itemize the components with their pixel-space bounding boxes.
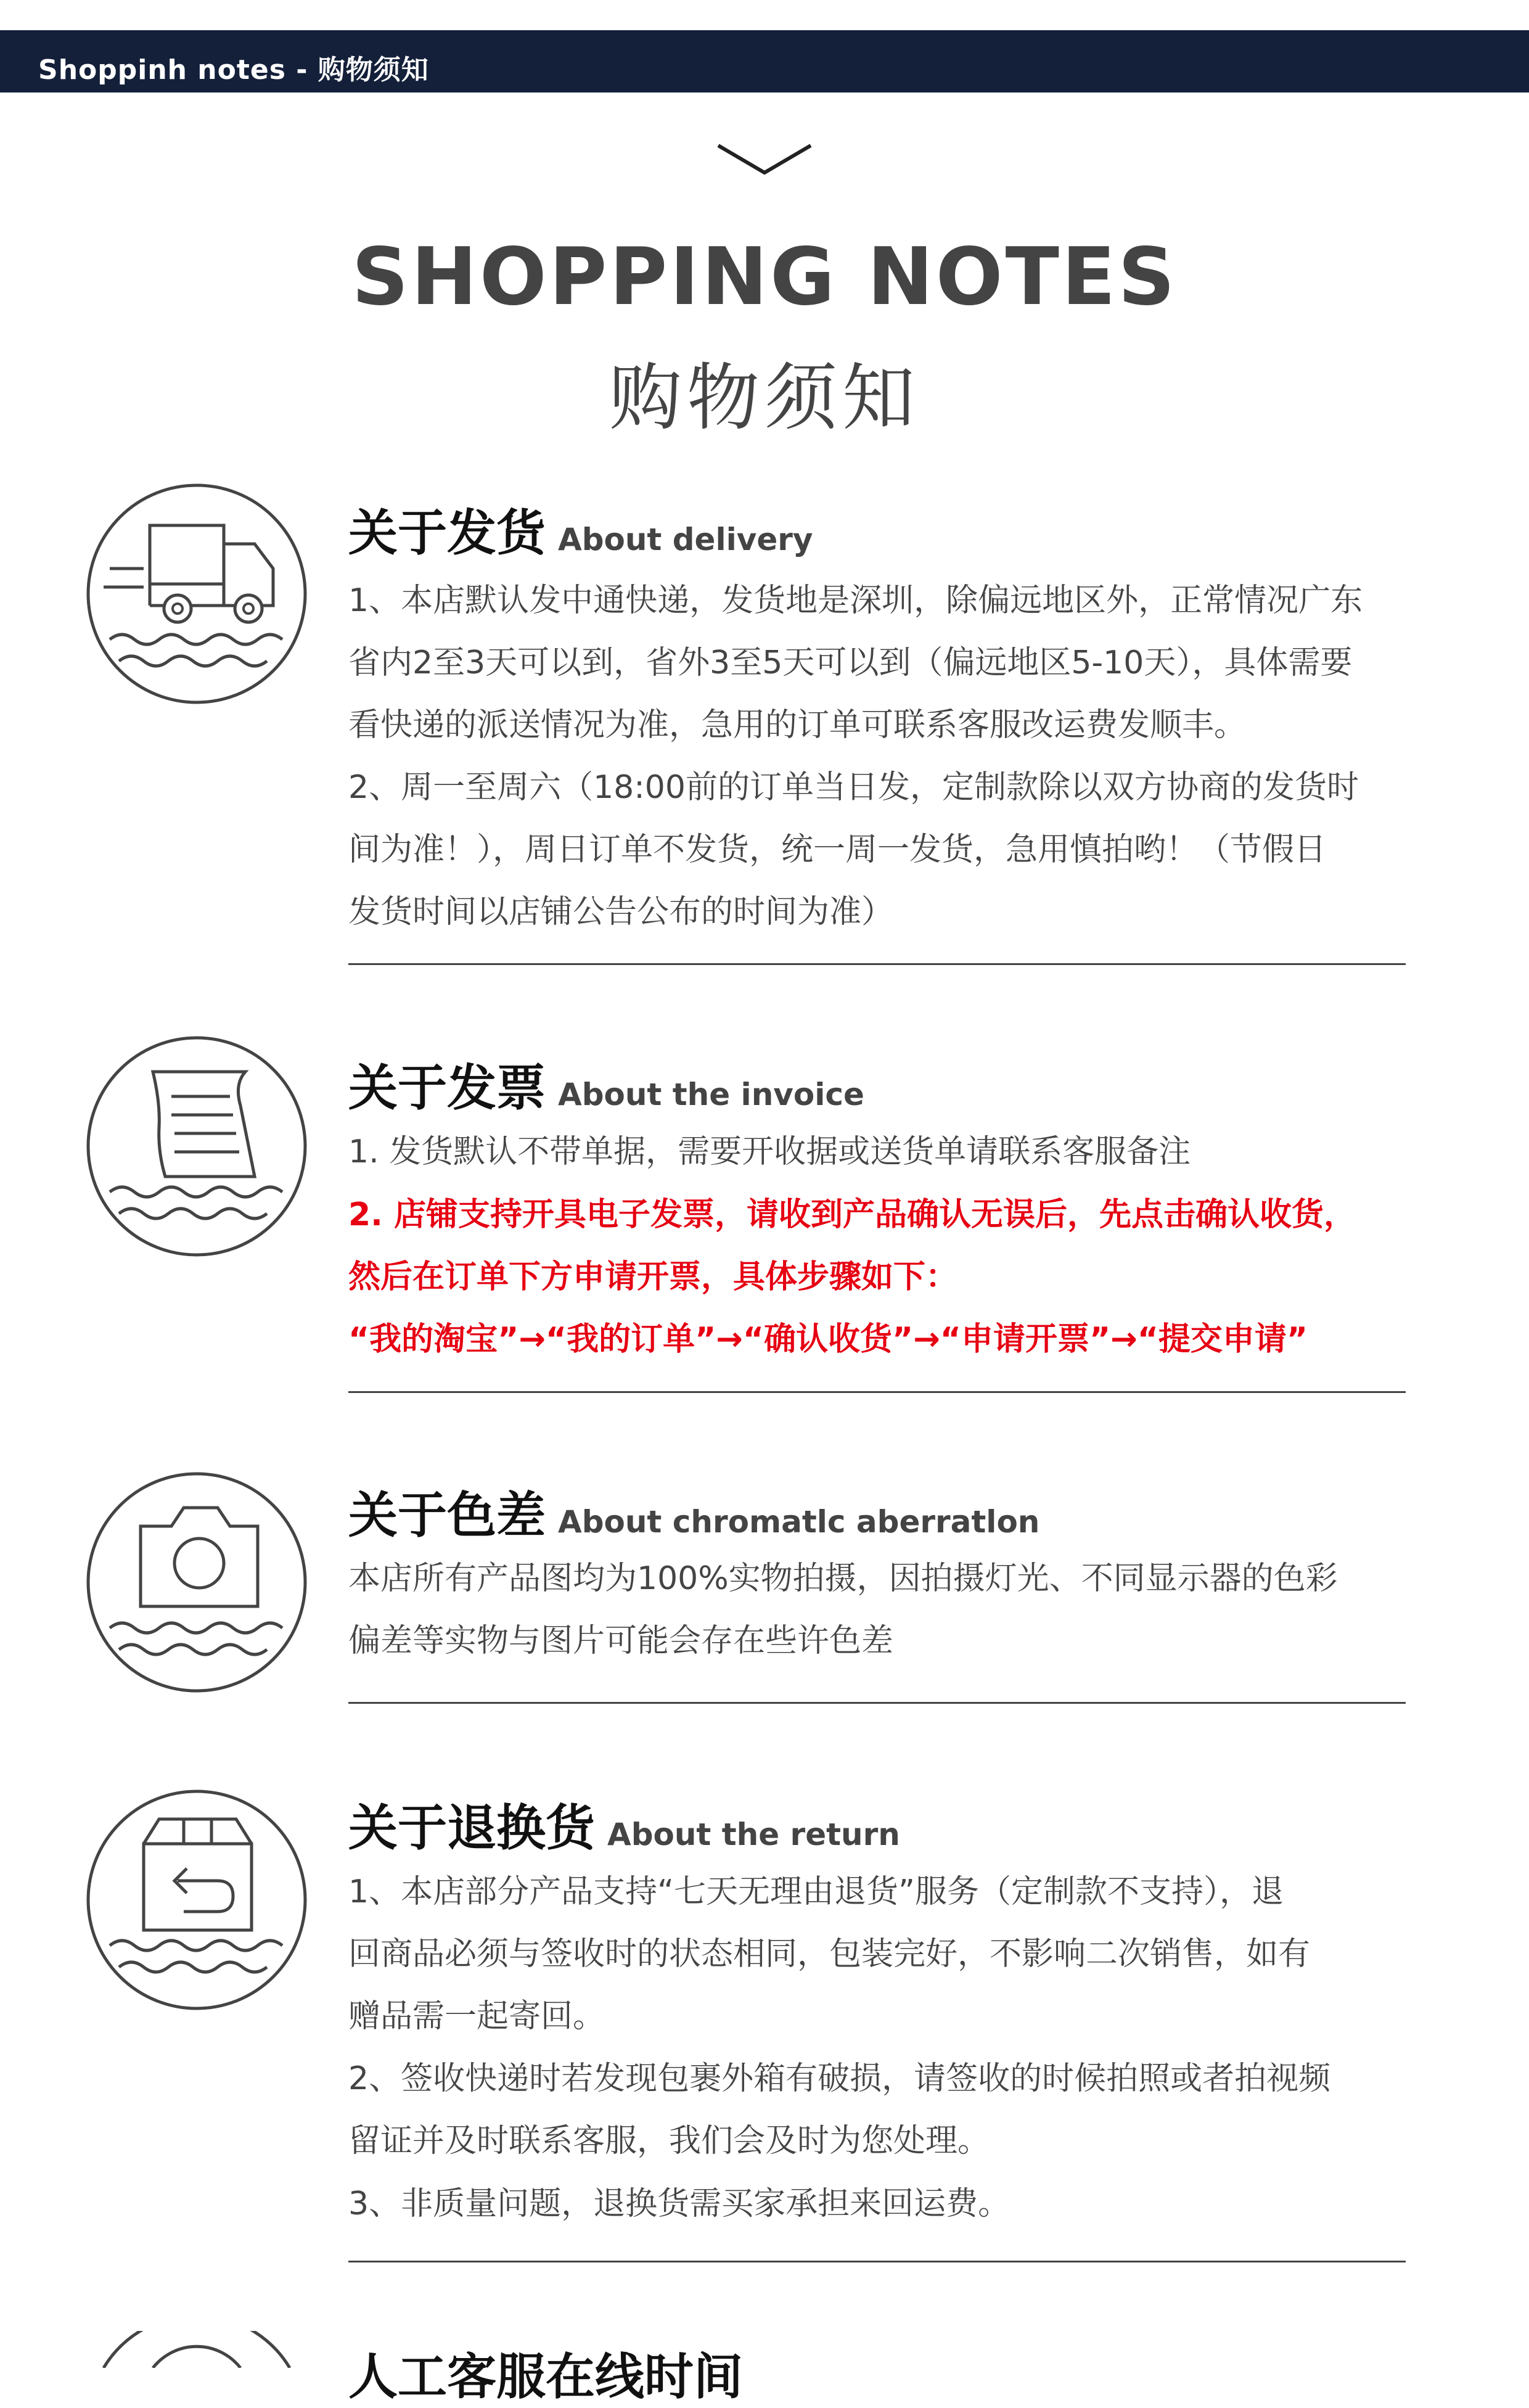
- section-invoice-title-en: About the invoice: [558, 1077, 864, 1112]
- section-color-title-cn: 关于色差: [348, 1487, 546, 1544]
- delivery-truck-icon: [85, 482, 308, 705]
- color-paragraph: 本店所有产品图均为100%实物拍摄，因拍摄灯光、不同显示器的色彩 偏差等实物与图片可能会存在些许色差: [348, 1560, 1338, 1659]
- section-return-title-cn: 关于退换货: [348, 1799, 595, 1857]
- section-invoice-title-cn: 关于发票: [348, 1059, 546, 1117]
- return-paragraph-3: 3、非质量问题，退换货需买家承担来回运费。: [348, 2185, 1010, 2222]
- section-service-title: 人工客服在线时间: [348, 2348, 743, 2406]
- chevron-down-icon: [715, 141, 814, 178]
- header-title: Shoppinh notes - 购物须知: [38, 54, 429, 86]
- section-return-title: [348, 1788, 900, 1859]
- invoice-steps: “我的淘宝”→“我的订单”→“确认收货”→“申请开票”→“提交申请”: [348, 1321, 1308, 1358]
- section-delivery-title: [348, 493, 813, 564]
- camera-icon: [85, 1471, 308, 1694]
- return-box-icon: [85, 1788, 308, 2011]
- section-divider: [348, 2261, 1406, 2262]
- section-divider: [348, 1702, 1406, 1704]
- delivery-paragraph-2: 2、周一至周六（18:00前的订单当日发，定制款除以双方协商的发货时 间为准！），周日订单不发货，统一周一发货，急用慎拍哟！（节假日 发货时间以店铺公告公布的时间为准）: [348, 769, 1359, 931]
- section-divider: [348, 963, 1406, 965]
- section-color-title: [348, 1476, 1039, 1547]
- section-return-title-en: About the return: [607, 1817, 900, 1852]
- page-title-en: SHOPPING NOTES: [351, 231, 1178, 323]
- header-bar: [0, 30, 1529, 92]
- return-paragraph-1: 1、本店部分产品支持“七天无理由退货”服务（定制款不支持），退 回商品必须与签收时的状态相同，包装完好，不影响二次销售，如有 赠品需一起寄回。: [348, 1873, 1311, 2035]
- section-delivery-title-cn: 关于发货: [348, 504, 546, 562]
- section-invoice-title: [348, 1048, 864, 1119]
- delivery-paragraph-1: 1、本店默认发中通快递，发货地是深圳，除偏远地区外，正常情况广东 省内2至3天可以到，省外3至5天可以到（偏远地区5-10天），具体需要 看快递的派送情况为准，急用的订单可联系客服改运费发顺丰。: [348, 582, 1363, 744]
- section-delivery-title-en: About delivery: [558, 522, 813, 557]
- receipt-icon: [85, 1035, 308, 1258]
- invoice-paragraph-1: 1. 发货默认不带单据，需要开收据或送货单请联系客服备注: [348, 1133, 1191, 1170]
- return-paragraph-2: 2、签收快递时若发现包裹外箱有破损，请签收的时候拍照或者拍视频 留证并及时联系客服，我们会及时为您处理。: [348, 2060, 1331, 2159]
- section-color-title-en: About chromatlc aberratlon: [558, 1504, 1040, 1540]
- page-title-cn: 购物须知: [609, 355, 920, 440]
- section-divider: [348, 1391, 1406, 1393]
- service-clock-icon: [85, 2331, 308, 2368]
- invoice-paragraph-2: 2. 店铺支持开具电子发票，请收到产品确认无误后，先点击确认收货， 然后在订单下方申请开票，具体步骤如下：: [348, 1196, 1356, 1296]
